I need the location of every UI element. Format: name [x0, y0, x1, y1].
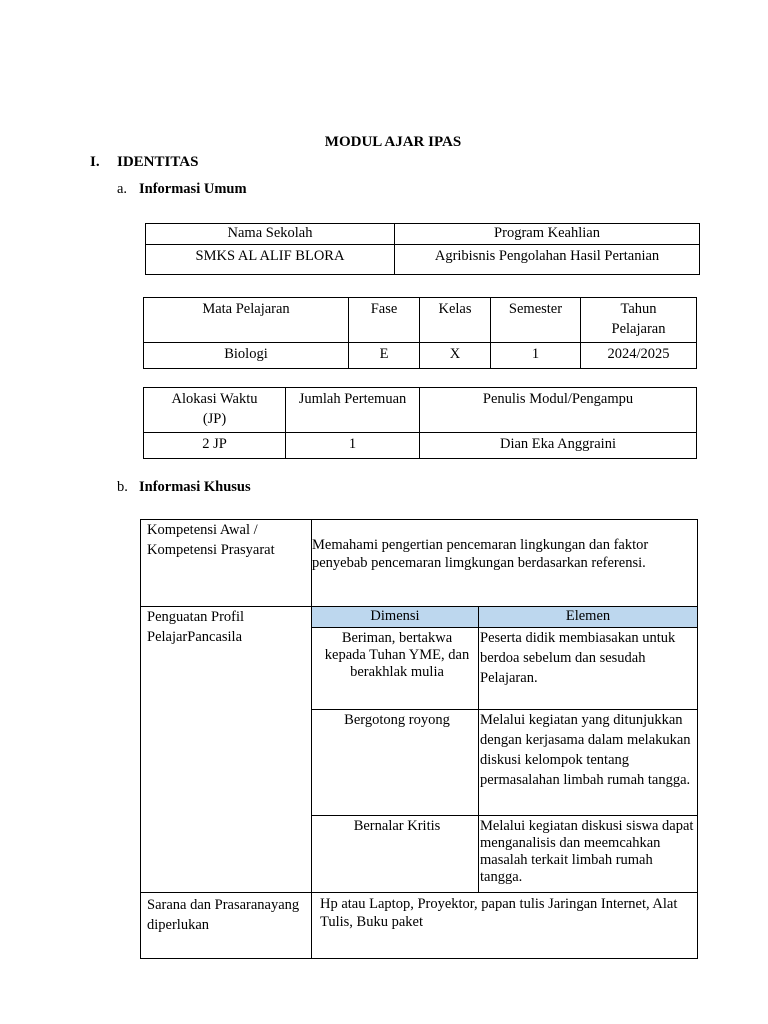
table-header-row [144, 388, 697, 433]
table-subject-info [143, 297, 697, 369]
value-kompetensi: Memahami pengertian pencemaran lingkungan dan faktor penyebab pencemaran limgkungan berdasarkan referensi. [312, 520, 698, 607]
section-title: IDENTITAS [117, 154, 199, 170]
cell-elemen: Peserta didik membiasakan untuk berdoa sebelum dan sesudah Pelajaran. [479, 628, 698, 710]
section-number: I. [90, 154, 100, 170]
subsection-a-title: Informasi Umum [139, 181, 247, 197]
header-semester: Semester [491, 298, 581, 343]
label-sarana: Sarana dan Prasaranayang diperlukan [141, 893, 312, 959]
subsection-a-marker: a. [117, 181, 128, 197]
header-fase: Fase [349, 298, 420, 343]
header-tahun-pelajaran: Tahun Pelajaran [581, 298, 697, 343]
cell-fase: E [349, 343, 420, 369]
table-special-info [140, 519, 698, 959]
header-program-keahlian: Program Keahlian [395, 224, 700, 245]
table-row [146, 245, 700, 275]
cell-elemen: Melalui kegiatan diskusi siswa dapat menganalisis dan meemcahkan masalah terkait limbah rumah tangga. [479, 816, 698, 893]
table-school-info [145, 223, 700, 275]
table-header-row [144, 298, 697, 343]
cell-program-keahlian: Agribisnis Pengolahan Hasil Pertanian [395, 245, 700, 275]
header-nama-sekolah: Nama Sekolah [146, 224, 395, 245]
label-kompetensi: Kompetensi Awal / Kompetensi Prasyarat [141, 520, 312, 607]
cell-tahun-pelajaran: 2024/2025 [581, 343, 697, 369]
cell-nama-sekolah: SMKS AL ALIF BLORA [146, 245, 395, 275]
label-profil-pancasila: Penguatan Profil PelajarPancasila [141, 607, 312, 893]
header-penulis-modul: Penulis Modul/Pengampu [420, 388, 697, 433]
cell-dimensi: Bergotong royong [312, 710, 479, 816]
header-jumlah-pertemuan: Jumlah Pertemuan [286, 388, 420, 433]
header-mata-pelajaran: Mata Pelajaran [144, 298, 349, 343]
cell-dimensi: Beriman, bertakwa kepada Tuhan YME, dan berakhlak mulia [312, 628, 479, 710]
cell-jumlah-pertemuan: 1 [286, 433, 420, 459]
cell-kelas: X [420, 343, 491, 369]
row-sarana [141, 893, 698, 959]
table-row [144, 343, 697, 369]
cell-mata-pelajaran: Biologi [144, 343, 349, 369]
table-header-row [146, 224, 700, 245]
subsection-b-title: Informasi Khusus [139, 479, 251, 495]
cell-semester: 1 [491, 343, 581, 369]
cell-alokasi-waktu: 2 JP [144, 433, 286, 459]
cell-elemen: Melalui kegiatan yang ditunjukkan dengan kerjasama dalam melakukan diskusi kelompok tentang permasalahan limbah rumah tangga. [479, 710, 698, 816]
header-kelas: Kelas [420, 298, 491, 343]
header-alokasi-waktu: Alokasi Waktu (JP) [144, 388, 286, 433]
value-sarana: Hp atau Laptop, Proyektor, papan tulis Jaringan Internet, Alat Tulis, Buku paket [312, 893, 698, 959]
row-kompetensi [141, 520, 698, 607]
subsection-b-marker: b. [117, 479, 128, 495]
row-profil-header [141, 607, 698, 628]
cell-penulis-modul: Dian Eka Anggraini [420, 433, 697, 459]
cell-dimensi: Bernalar Kritis [312, 816, 479, 893]
document-title: MODUL AJAR IPAS [324, 134, 462, 150]
table-allocation-info [143, 387, 697, 459]
header-dimensi: Dimensi [312, 607, 479, 628]
header-elemen: Elemen [479, 607, 698, 628]
table-row [144, 433, 697, 459]
